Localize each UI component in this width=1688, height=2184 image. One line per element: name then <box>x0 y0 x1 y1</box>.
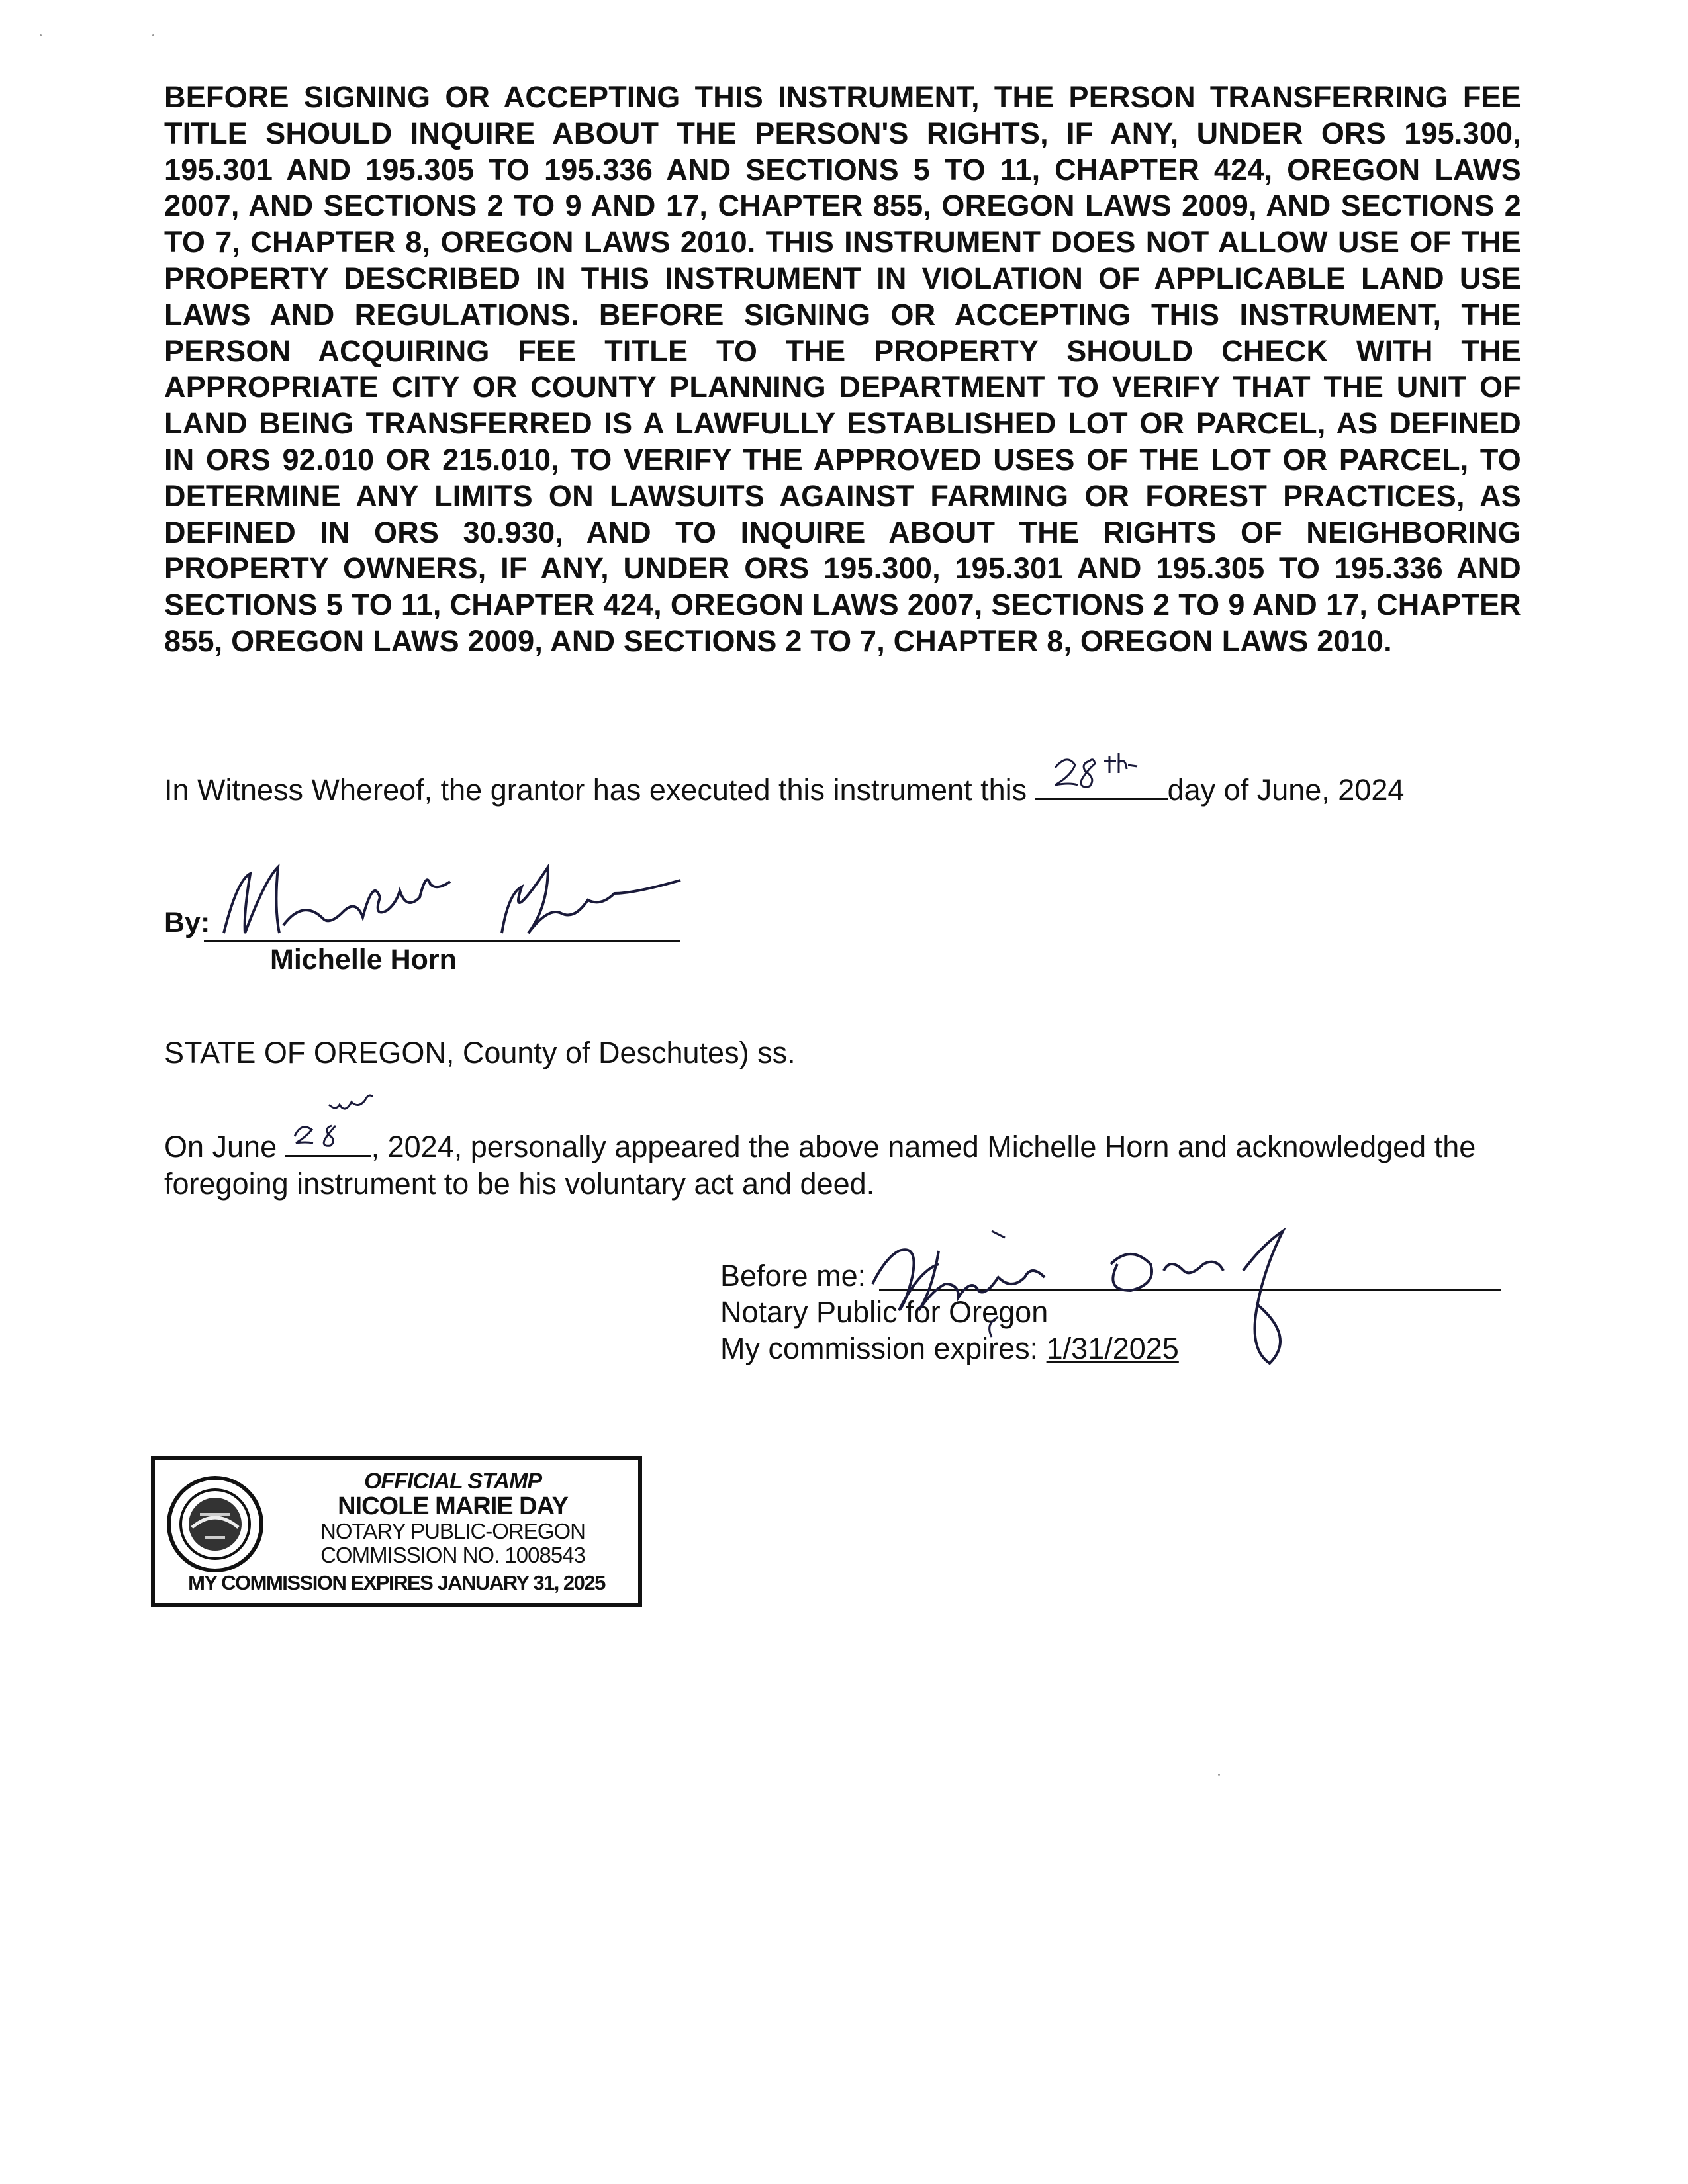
acknowledgment-paragraph <box>164 1128 1521 1203</box>
handwritten-ack-day-28th <box>285 1091 391 1151</box>
stamp-commission-expiry: MY COMMISSION EXPIRES JANUARY 31, 2025 <box>188 1571 605 1594</box>
ack-prefix: On June <box>164 1130 285 1163</box>
grantor-printed-name: Michelle Horn <box>270 944 457 976</box>
stamp-heading: OFFICIAL STAMP <box>363 1469 542 1494</box>
ack-suffix: , 2024, personally appeared the above named Michelle Horn and acknowledged the foregoing instrument to be his voluntary act and deed. <box>164 1130 1476 1201</box>
by-label: By: <box>164 907 211 938</box>
ack-day-blank <box>285 1131 371 1157</box>
land-use-disclaimer: BEFORE SIGNING OR ACCEPTING THIS INSTRUMENT, THE PERSON TRANSFERRING FEE TITLE SHOULD INQUIRE ABOUT THE PERSON'S RIGHTS, IF ANY, UNDER ORS 195.300, 195.301 AND 195.305 TO 195.336 AND SECTIONS 5 TO 11, CHAPTER 424, OREGON LAWS 2007, AND SECTIONS 2 TO 9 AND 17, CHAPTER 855, OREGON LAWS 2009, AND SECTIONS 2 TO 7, CHAPTER 8, OREGON LAWS 2010. THIS INSTRUMENT DOES NOT ALLOW USE OF THE PROPERTY DESCRIBED IN THIS INSTRUMENT IN VIOLATION OF APPLICABLE LAND USE LAWS AND REGULATIONS. BEFORE SIGNING OR ACCEPTING THIS INSTRUMENT, THE PERSON ACQUIRING FEE TITLE TO THE PROPERTY SHOULD CHECK WITH THE APPROPRIATE CITY OR COUNTY PLANNING DEPARTMENT TO VERIFY THAT THE UNIT OF LAND BEING TRANSFERRED IS A LAWFULLY ESTABLISHED LOT OR PARCEL, AS DEFINED IN ORS 92.010 OR 215.010, TO VERIFY THE APPROVED USES OF THE LOT OR PARCEL, TO DETERMINE ANY LIMITS ON LAWSUITS AGAINST FARMING OR FOREST PRACTICES, AS DEFINED IN ORS 30.930, AND TO INQUIRE ABOUT THE RIGHTS OF NEIGHBORING PROPERTY OWNERS, IF ANY, UNDER ORS 195.300, 195.301 AND 195.305 TO 195.336 AND SECTIONS 5 TO 11, CHAPTER 424, OREGON LAWS 2007, SECTIONS 2 TO 9 AND 17, CHAPTER 855, OREGON LAWS 2009, AND SECTIONS 2 TO 7, CHAPTER 8, OREGON LAWS 2010. <box>164 80 1521 658</box>
handwritten-day-28th <box>1035 748 1181 794</box>
stamp-commission-number: COMMISSION NO. 1008543 <box>320 1543 585 1567</box>
scan-speck <box>1218 1774 1220 1776</box>
scan-speck <box>40 34 42 36</box>
scan-speck <box>152 34 154 36</box>
oregon-state-seal-icon <box>165 1475 265 1574</box>
witness-prefix: In Witness Whereof, the grantor has executed this instrument this <box>164 773 1035 807</box>
notary-title: Notary Public for Oregon <box>720 1295 1049 1329</box>
grantor-handwritten-signature <box>197 847 740 946</box>
notary-handwritten-signature <box>859 1224 1402 1396</box>
commission-expires-date: 1/31/2025 <box>1046 1332 1179 1365</box>
commission-expires-label: My commission expires: <box>720 1332 1047 1365</box>
witness-line <box>164 773 1404 807</box>
stamp-notary-name: NICOLE MARIE DAY <box>338 1492 568 1520</box>
stamp-notary-title: NOTARY PUBLIC-OREGON <box>320 1519 585 1543</box>
witness-day-blank <box>1035 774 1168 800</box>
notary-block <box>720 1257 1501 1367</box>
official-notary-stamp <box>151 1456 642 1607</box>
stamp-text <box>281 1469 625 1567</box>
grantor-signature-block <box>164 907 694 979</box>
witness-suffix: day of June, 2024 <box>1167 773 1405 807</box>
venue-line: STATE OF OREGON, County of Deschutes) ss. <box>164 1036 796 1069</box>
before-me-label: Before me: <box>720 1259 867 1293</box>
